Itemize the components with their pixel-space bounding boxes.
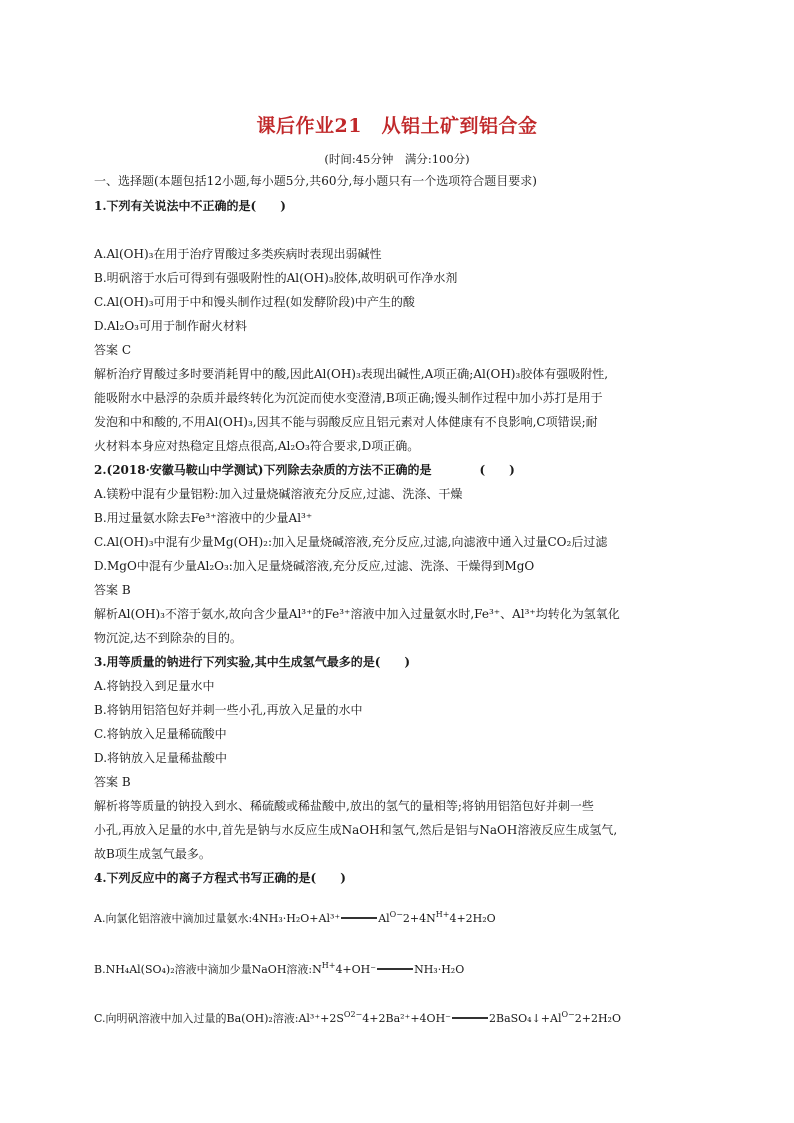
q3-analysis-line: 解析将等质量的钠投入到水、稀硫酸或稀盐酸中,放出的氢气的量相等;将钠用铝箔包好并刺一些: [94, 799, 594, 813]
q4-a-sup: O: [389, 910, 397, 919]
q2-answer: 答案 B: [94, 583, 131, 597]
q4-a-sup: H: [435, 910, 443, 919]
equals-bar: [377, 968, 413, 970]
page-subtitle: (时间:45分钟 满分:100分): [324, 152, 470, 166]
q1-option-a: A.Al(OH)₃在用于治疗胃酸过多类疾病时表现出弱碱性: [94, 247, 382, 261]
q4-b-left: B.NH₄Al(SO₄)₂溶液中滴加少量NaOH溶液:N: [94, 962, 322, 976]
q1-stem: 1.下列有关说法中不正确的是( ): [94, 199, 286, 213]
q1-analysis-line: 能吸附水中悬浮的杂质并最终转化为沉淀而使水变澄清,B项正确;馒头制作过程中加小苏打是用于: [94, 391, 603, 405]
q1-option-d: D.Al₂O₃可用于制作耐火材料: [94, 319, 247, 333]
q3-option-d: D.将钠放入足量稀盐酸中: [94, 751, 228, 765]
q2-analysis-line: 物沉淀,达不到除杂的目的。: [94, 631, 242, 645]
section-heading: 一、选择题(本题包括12小题,每小题5分,共60分,每小题只有一个选项符合题目要求): [94, 174, 537, 188]
q1-analysis-line: 解析治疗胃酸过多时要消耗胃中的酸,因此Al(OH)₃表现出碱性,A项正确;Al(OH)₃胶体有强吸附性,: [94, 367, 609, 381]
page-title: 课后作业21 从铝土矿到铝合金: [256, 115, 538, 137]
q4-a-sup-charge: +: [442, 910, 450, 919]
q4-c-left: C.向明矾溶液中加入过量的Ba(OH)₂溶液:Al³⁺+2S: [94, 1011, 344, 1025]
q3-option-b: B.将钠用铝箔包好并刺一些小孔,再放入足量的水中: [94, 703, 363, 717]
q3-analysis-line: 小孔,再放入足量的水中,首先是钠与水反应生成NaOH和氢气,然后是铝与NaOH溶液反应生成氢气,: [94, 823, 618, 837]
q3-stem: 3.用等质量的钠进行下列实验,其中生成氢气最多的是( ): [94, 655, 411, 669]
q1-analysis-line: 火材料本身应对热稳定且熔点很高,Al₂O₃符合要求,D项正确。: [94, 439, 420, 453]
q2-option-d: D.MgO中混有少量Al₂O₃:加入足量烧碱溶液,充分反应,过滤、洗涤、干燥得到MgO: [94, 559, 535, 573]
q4-c-right: 2BaSO₄↓+Al: [488, 1011, 562, 1025]
q4-c-sup-charge: −: [568, 1010, 575, 1019]
q2-stem: 2.(2018·安徽马鞍山中学测试)下列除去杂质的方法不正确的是 ( ): [94, 463, 515, 477]
equals-bar: [341, 917, 377, 919]
q4-a-left: A.向氯化铝溶液中滴加过量氨水:4NH₃·H₂O+Al³⁺: [94, 911, 341, 925]
q1-answer: 答案 C: [94, 343, 131, 357]
q4-a-sup-charge: −: [396, 910, 403, 919]
q2-analysis-line: 解析Al(OH)₃不溶于氨水,故向含少量Al³⁺的Fe³⁺溶液中加入过量氨水时,Fe³⁺、Al³⁺均转化为氢氧化: [94, 607, 620, 621]
q3-option-a: A.将钠投入到足量水中: [94, 679, 215, 693]
q4-option-c: [94, 1008, 621, 1026]
q4-a-right: Al: [378, 911, 390, 925]
q4-c-right: 2+2H₂O: [574, 1011, 621, 1025]
q4-c-sup: O: [343, 1010, 351, 1019]
q2-option-c: C.Al(OH)₃中混有少量Mg(OH)₂:加入足量烧碱溶液,充分反应,过滤,向滤液中通入过量CO₂后过滤: [94, 535, 608, 549]
q4-option-a: [94, 908, 496, 926]
q4-a-right: 2+4N: [402, 911, 436, 925]
q1-option-c: C.Al(OH)₃可用于中和馒头制作过程(如发酵阶段)中产生的酸: [94, 295, 415, 309]
q1-option-b: B.明矾溶于水后可得到有强吸附性的Al(OH)₃胶体,故明矾可作净水剂: [94, 271, 458, 285]
q4-b-mid: 4+OH⁻: [335, 962, 377, 976]
q2-option-b: B.用过量氨水除去Fe³⁺溶液中的少量Al³⁺: [94, 511, 313, 525]
q4-stem: 4.下列反应中的离子方程式书写正确的是( ): [94, 871, 346, 885]
q1-analysis-line: 发泡和中和酸的,不用Al(OH)₃,因其不能与弱酸反应且铝元素对人体健康有不良影响,C项错误;耐: [94, 415, 598, 429]
q4-c-sup-charge: 2−: [350, 1010, 363, 1019]
q4-option-b: [94, 959, 464, 977]
q4-c-mid: 4+2Ba²⁺+4OH⁻: [362, 1011, 451, 1025]
q4-b-sup: H: [321, 961, 329, 970]
q3-answer: 答案 B: [94, 775, 131, 789]
equals-bar: [452, 1017, 488, 1019]
q4-c-sup: O: [561, 1010, 569, 1019]
q4-b-sup-charge: +: [328, 961, 336, 970]
q3-analysis-line: 故B项生成氢气最多。: [94, 847, 211, 861]
q2-option-a: A.镁粉中混有少量铝粉:加入过量烧碱溶液充分反应,过滤、洗涤、干燥: [94, 487, 463, 501]
q3-option-c: C.将钠放入足量稀硫酸中: [94, 727, 227, 741]
q4-a-right: 4+2H₂O: [449, 911, 496, 925]
q4-b-right: NH₃·H₂O: [414, 962, 465, 976]
